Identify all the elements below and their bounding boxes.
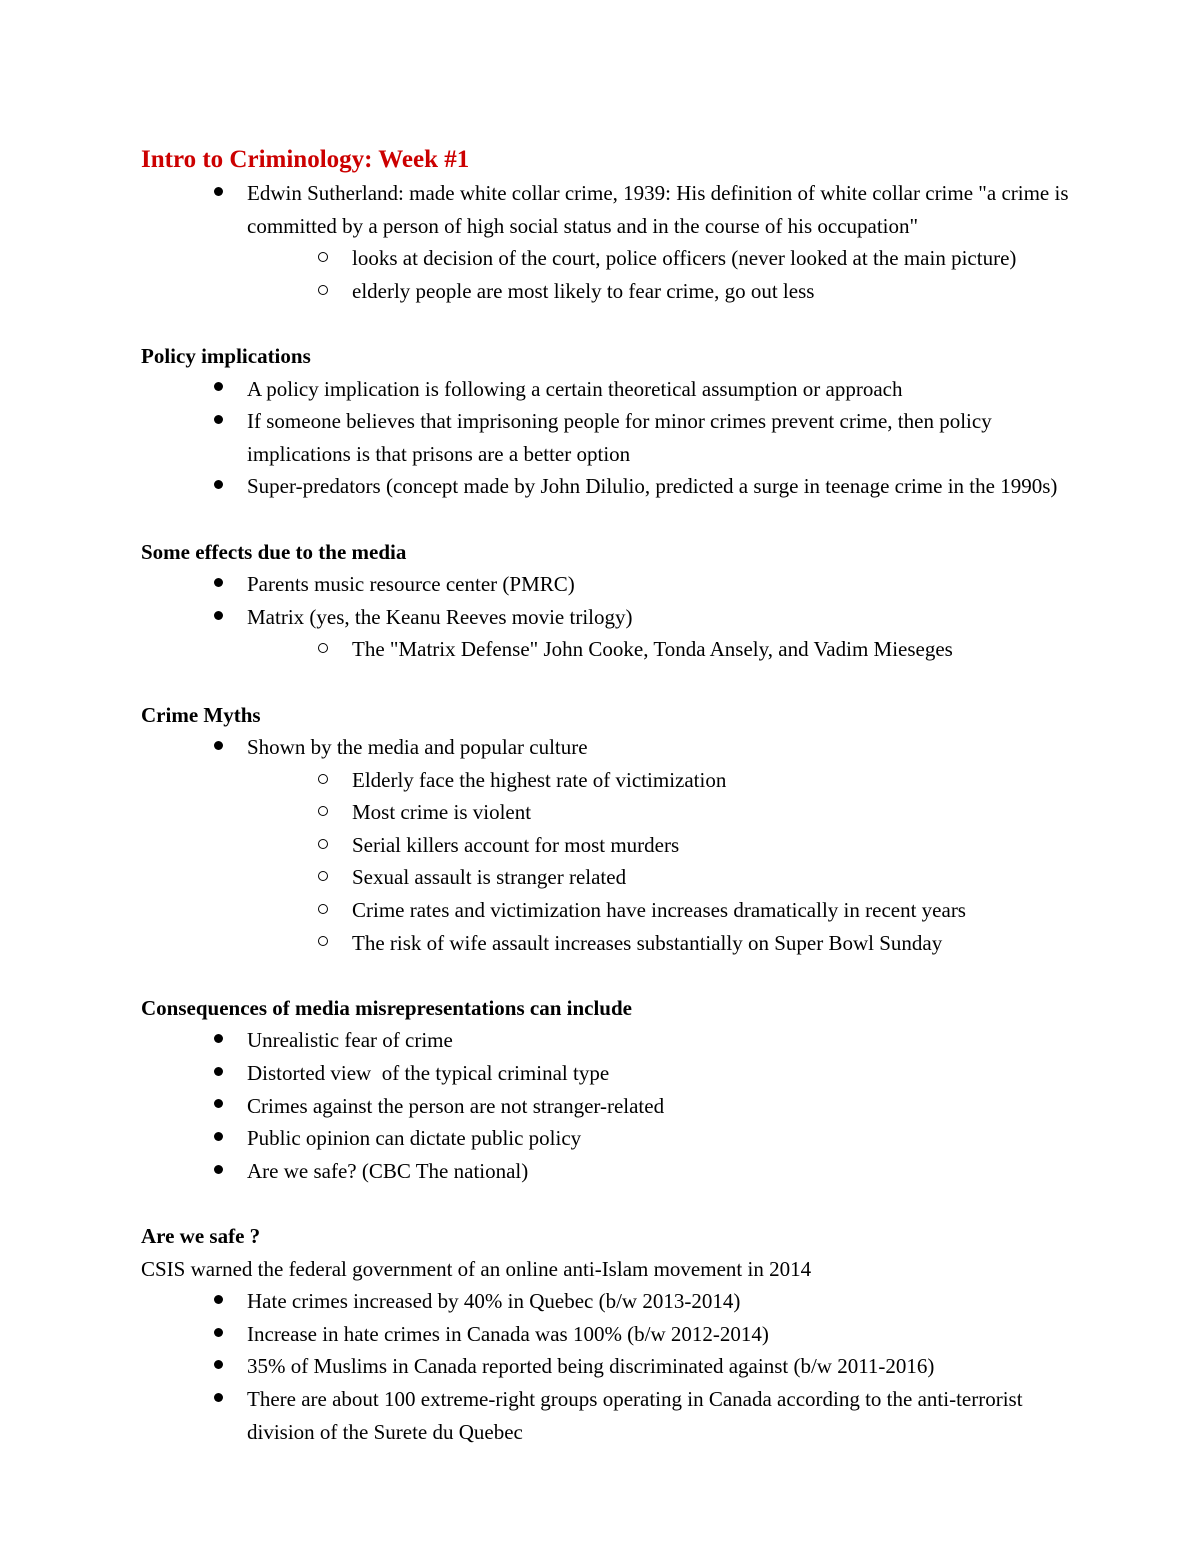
list-item-text: Shown by the media and popular culture <box>247 735 588 760</box>
bullet-icon <box>208 405 228 438</box>
sub-list-item <box>141 927 1071 960</box>
consequences-list <box>141 1024 1071 1187</box>
sub-list-item <box>141 275 1071 308</box>
sub-list-item <box>141 796 1071 829</box>
media-list <box>141 568 1071 666</box>
section-intro-text: CSIS warned the federal government of an online anti-Islam movement in 2014 <box>141 1256 812 1281</box>
sub-list-item-text: looks at decision of the court, police officers (never looked at the main picture) <box>352 246 1017 271</box>
bullet-icon <box>208 731 228 764</box>
document-body <box>141 143 1071 1448</box>
sub-list-item-text: Elderly face the highest rate of victimization <box>352 767 727 792</box>
list-item-text: Unrealistic fear of crime <box>247 1028 453 1053</box>
circle-bullet-icon <box>313 829 333 862</box>
list-item-text: Parents music resource center (PMRC) <box>247 572 575 597</box>
bullet-icon <box>208 1122 228 1155</box>
list-item-text: Crimes against the person are not stranger-related <box>247 1093 665 1118</box>
sub-list-item-text: Crime rates and victimization have increases dramatically in recent years <box>352 898 966 923</box>
list-item-text: Public opinion can dictate public policy <box>247 1126 582 1151</box>
bullet-icon <box>208 1155 228 1188</box>
intro-list <box>141 177 1071 307</box>
sub-list-item <box>141 894 1071 927</box>
list-item-text: 35% of Muslims in Canada reported being discriminated against (b/w 2011-2016) <box>247 1354 935 1379</box>
list-item <box>141 1318 1071 1351</box>
circle-bullet-icon <box>313 894 333 927</box>
section-heading-myths: Crime Myths <box>141 702 261 727</box>
list-item-text: A policy implication is following a certain theoretical assumption or approach <box>247 376 903 401</box>
sub-list-item <box>141 764 1071 797</box>
section-heading-safe: Are we safe ? <box>141 1224 261 1248</box>
list-item <box>141 1383 1071 1448</box>
circle-bullet-icon <box>313 927 333 960</box>
bullet-icon <box>208 1024 228 1057</box>
list-item <box>141 177 1071 242</box>
policy-list <box>141 373 1071 503</box>
bullet-icon <box>208 1285 228 1318</box>
section-heading-media: Some effects due to the media <box>141 539 407 564</box>
list-item <box>141 405 1071 470</box>
section-heading-policy: Policy implications <box>141 343 311 368</box>
list-item <box>141 1090 1071 1123</box>
sub-list-item-text: The risk of wife assault increases substantially on Super Bowl Sunday <box>352 930 943 955</box>
sub-list-item <box>141 242 1071 275</box>
list-item-text: Matrix (yes, the Keanu Reeves movie trilogy) <box>247 604 633 629</box>
list-item-text: Hate crimes increased by 40% in Quebec (b/w 2013-2014) <box>247 1289 741 1314</box>
list-item <box>141 1122 1071 1155</box>
circle-bullet-icon <box>313 796 333 829</box>
list-item <box>141 373 1071 406</box>
bullet-icon <box>208 601 228 634</box>
bullet-icon <box>208 568 228 601</box>
sub-list-item-text: elderly people are most likely to fear crime, go out less <box>352 278 815 303</box>
sub-list-item-text: Most crime is violent <box>352 800 532 825</box>
list-item <box>141 1350 1071 1383</box>
circle-bullet-icon <box>313 242 333 275</box>
sub-list-item-text: The "Matrix Defense" John Cooke, Tonda Ansely, and Vadim Mieseges <box>352 637 953 662</box>
list-item <box>141 1024 1071 1057</box>
list-item <box>141 601 1071 634</box>
list-item-text: Distorted view of the typical criminal type <box>247 1061 610 1086</box>
safe-list <box>141 1285 1071 1448</box>
list-item <box>141 1057 1071 1090</box>
bullet-icon <box>208 1350 228 1383</box>
sub-list-item-text: Sexual assault is stranger related <box>352 865 627 890</box>
sub-list-item <box>141 829 1071 862</box>
bullet-icon <box>208 1090 228 1123</box>
bullet-icon <box>208 470 228 503</box>
myths-list <box>141 731 1071 959</box>
list-item-text: Edwin Sutherland: made white collar crime, 1939: His definition of white collar crime "a crime is committed by a person of high social status and in the course of his occupation" <box>247 181 1069 238</box>
bullet-icon <box>208 373 228 406</box>
list-item-text: There are about 100 extreme-right groups operating in Canada according to the anti-terrorist division of the Surete du Quebec <box>247 1386 1023 1444</box>
sub-list-item <box>141 633 1071 666</box>
list-item-text: Increase in hate crimes in Canada was 100% (b/w 2012-2014) <box>247 1321 769 1346</box>
list-item-text: Super-predators (concept made by John Dilulio, predicted a surge in teenage crime in the 1990s) <box>247 474 1058 499</box>
bullet-icon <box>208 1383 228 1416</box>
list-item-text: If someone believes that imprisoning people for minor crimes prevent crime, then policy implications is that prisons are a better option <box>247 409 992 466</box>
sub-list-item-text: Serial killers account for most murders <box>352 832 680 857</box>
section-heading-consequences: Consequences of media misrepresentations can include <box>141 995 632 1020</box>
list-item <box>141 568 1071 601</box>
bullet-icon <box>208 177 228 210</box>
circle-bullet-icon <box>313 633 333 666</box>
sub-list-item <box>141 861 1071 894</box>
bullet-icon <box>208 1057 228 1090</box>
list-item <box>141 470 1071 503</box>
list-item <box>141 731 1071 764</box>
list-item-text: Are we safe? (CBC The national) <box>247 1158 529 1183</box>
list-item <box>141 1285 1071 1318</box>
circle-bullet-icon <box>313 764 333 797</box>
page-title: Intro to Criminology: Week #1 <box>141 146 470 173</box>
bullet-icon <box>208 1318 228 1351</box>
circle-bullet-icon <box>313 275 333 308</box>
list-item <box>141 1155 1071 1188</box>
circle-bullet-icon <box>313 861 333 894</box>
